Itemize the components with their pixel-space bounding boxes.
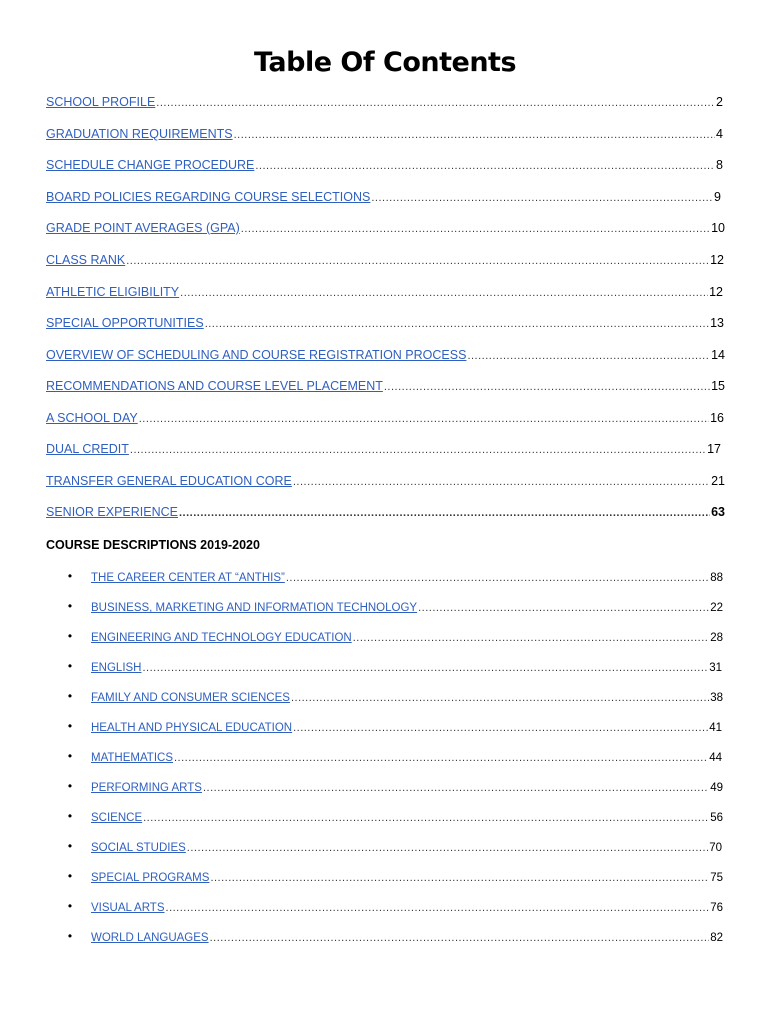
toc-link[interactable]: CLASS RANK — [46, 253, 126, 267]
dot-leader — [255, 158, 715, 174]
course-entry[interactable] — [91, 690, 723, 706]
toc-page-number: 10 — [711, 221, 725, 235]
toc-link[interactable]: SPECIAL OPPORTUNITIES — [46, 316, 204, 330]
toc-page-number: 21 — [711, 474, 725, 488]
dot-leader — [353, 630, 709, 646]
toc-entry[interactable] — [46, 284, 723, 301]
bullet-icon: • — [67, 719, 73, 733]
course-link[interactable]: BUSINESS, MARKETING AND INFORMATION TECHNOLOGY — [91, 602, 418, 614]
dot-leader — [205, 316, 709, 332]
course-page-number: 70 — [709, 842, 722, 854]
toc-page-number: 15 — [711, 379, 725, 393]
toc-page-number: 2 — [716, 95, 723, 109]
toc-page-number: 12 — [709, 285, 723, 299]
toc-page-number: 13 — [710, 316, 724, 330]
dot-leader — [210, 930, 710, 946]
toc-entry[interactable] — [46, 504, 725, 521]
course-entry[interactable] — [91, 720, 722, 736]
toc-entry[interactable] — [46, 441, 721, 458]
toc-entry[interactable] — [46, 126, 723, 143]
course-link[interactable]: SPECIAL PROGRAMS — [91, 872, 210, 884]
bullet-icon: • — [67, 809, 73, 823]
course-link[interactable]: ENGLISH — [91, 662, 142, 674]
toc-link[interactable]: DUAL CREDIT — [46, 442, 129, 456]
toc-page-number: 17 — [707, 442, 721, 456]
course-link[interactable]: HEALTH AND PHYSICAL EDUCATION — [91, 722, 293, 734]
course-page-number: 44 — [709, 752, 722, 764]
dot-leader — [156, 95, 715, 111]
course-link[interactable]: PERFORMING ARTS — [91, 782, 202, 794]
toc-entry[interactable] — [46, 315, 724, 332]
dot-leader — [293, 474, 710, 490]
toc-link[interactable]: GRADE POINT AVERAGES (GPA) — [46, 221, 240, 235]
course-entry[interactable] — [91, 600, 723, 616]
course-link[interactable]: THE CAREER CENTER AT “ANTHIS” — [91, 572, 285, 584]
toc-page-number: 14 — [711, 348, 725, 362]
bullet-icon: • — [67, 599, 73, 613]
toc-page-number: 8 — [716, 158, 723, 172]
bullet-icon: • — [67, 899, 73, 913]
course-entry[interactable] — [91, 900, 723, 916]
course-entry[interactable] — [91, 660, 722, 676]
toc-entry[interactable] — [46, 189, 721, 206]
toc-entry[interactable] — [46, 410, 724, 427]
course-page-number: 75 — [710, 872, 723, 884]
dot-leader — [180, 285, 708, 301]
dot-leader — [179, 505, 710, 521]
course-page-number: 49 — [710, 782, 723, 794]
toc-entry[interactable] — [46, 252, 724, 269]
toc-page-number: 4 — [716, 127, 723, 141]
course-link[interactable]: SCIENCE — [91, 812, 143, 824]
dot-leader — [143, 810, 709, 826]
toc-entry[interactable] — [46, 378, 725, 395]
dot-leader — [293, 720, 708, 736]
course-entry[interactable] — [91, 780, 723, 796]
course-page-number: 22 — [710, 602, 723, 614]
dot-leader — [187, 840, 708, 856]
toc-link[interactable]: OVERVIEW OF SCHEDULING AND COURSE REGISTRATION PROCESS — [46, 348, 467, 362]
bullet-icon: • — [67, 779, 73, 793]
course-link[interactable]: MATHEMATICS — [91, 752, 173, 764]
dot-leader — [166, 900, 710, 916]
dot-leader — [203, 780, 709, 796]
toc-link[interactable]: A SCHOOL DAY — [46, 411, 138, 425]
course-page-number: 41 — [709, 722, 722, 734]
toc-page-number: 16 — [710, 411, 724, 425]
dot-leader — [384, 379, 710, 395]
dot-leader — [234, 127, 715, 143]
course-link[interactable]: WORLD LANGUAGES — [91, 932, 209, 944]
course-descriptions-heading: COURSE DESCRIPTIONS 2019-2020 — [46, 538, 260, 552]
toc-entry[interactable] — [46, 473, 725, 490]
bullet-icon: • — [67, 749, 73, 763]
bullet-icon: • — [67, 659, 73, 673]
bullet-icon: • — [67, 689, 73, 703]
toc-entry[interactable] — [46, 157, 723, 174]
page-title: Table Of Contents — [253, 47, 517, 78]
toc-page-number: 9 — [714, 190, 721, 204]
dot-leader — [467, 348, 710, 364]
dot-leader — [418, 600, 709, 616]
dot-leader — [210, 870, 709, 886]
toc-link[interactable]: ATHLETIC ELIGIBILITY — [46, 285, 180, 299]
toc-entry[interactable] — [46, 347, 725, 364]
toc-page-number: 12 — [710, 253, 724, 267]
bullet-icon: • — [67, 629, 73, 643]
course-entry[interactable] — [91, 570, 723, 586]
dot-leader — [139, 411, 709, 427]
toc-link[interactable]: SCHOOL PROFILE — [46, 95, 156, 109]
course-entry[interactable] — [91, 870, 723, 886]
toc-link[interactable]: GRADUATION REQUIREMENTS — [46, 127, 233, 141]
dot-leader — [143, 660, 709, 676]
toc-link[interactable]: BOARD POLICIES REGARDING COURSE SELECTIONS — [46, 190, 371, 204]
dot-leader — [174, 750, 708, 766]
toc-link[interactable]: RECOMMENDATIONS AND COURSE LEVEL PLACEMENT — [46, 379, 383, 393]
course-page-number: 76 — [710, 902, 723, 914]
course-page-number: 88 — [710, 572, 723, 584]
course-link[interactable]: FAMILY AND CONSUMER SCIENCES — [91, 692, 290, 704]
bullet-icon: • — [67, 569, 73, 583]
toc-link[interactable]: SCHEDULE CHANGE PROCEDURE — [46, 158, 255, 172]
dot-leader — [371, 190, 713, 206]
bullet-icon: • — [67, 929, 73, 943]
bullet-icon: • — [67, 839, 73, 853]
course-link[interactable]: SOCIAL STUDIES — [91, 842, 186, 854]
course-entry[interactable] — [91, 750, 722, 766]
course-entry[interactable] — [91, 810, 723, 826]
dot-leader — [291, 690, 709, 706]
course-entry[interactable] — [91, 930, 723, 946]
course-page-number: 38 — [710, 692, 723, 704]
toc-link[interactable]: SENIOR EXPERIENCE — [46, 505, 178, 519]
bullet-icon: • — [67, 869, 73, 883]
course-entry[interactable] — [91, 840, 722, 856]
course-page-number: 82 — [710, 932, 723, 944]
toc-page-number: 63 — [711, 505, 725, 519]
toc-link[interactable]: TRANSFER GENERAL EDUCATION CORE — [46, 474, 292, 488]
toc-entry[interactable] — [46, 220, 725, 237]
dot-leader — [241, 221, 710, 237]
course-page-number: 28 — [710, 632, 723, 644]
dot-leader — [126, 253, 709, 269]
toc-entry[interactable] — [46, 94, 723, 111]
course-page-number: 56 — [710, 812, 723, 824]
dot-leader — [286, 570, 709, 586]
course-entry[interactable] — [91, 630, 723, 646]
course-link[interactable]: VISUAL ARTS — [91, 902, 165, 914]
course-page-number: 31 — [709, 662, 722, 674]
course-link[interactable]: ENGINEERING AND TECHNOLOGY EDUCATION — [91, 632, 352, 644]
dot-leader — [130, 442, 706, 458]
